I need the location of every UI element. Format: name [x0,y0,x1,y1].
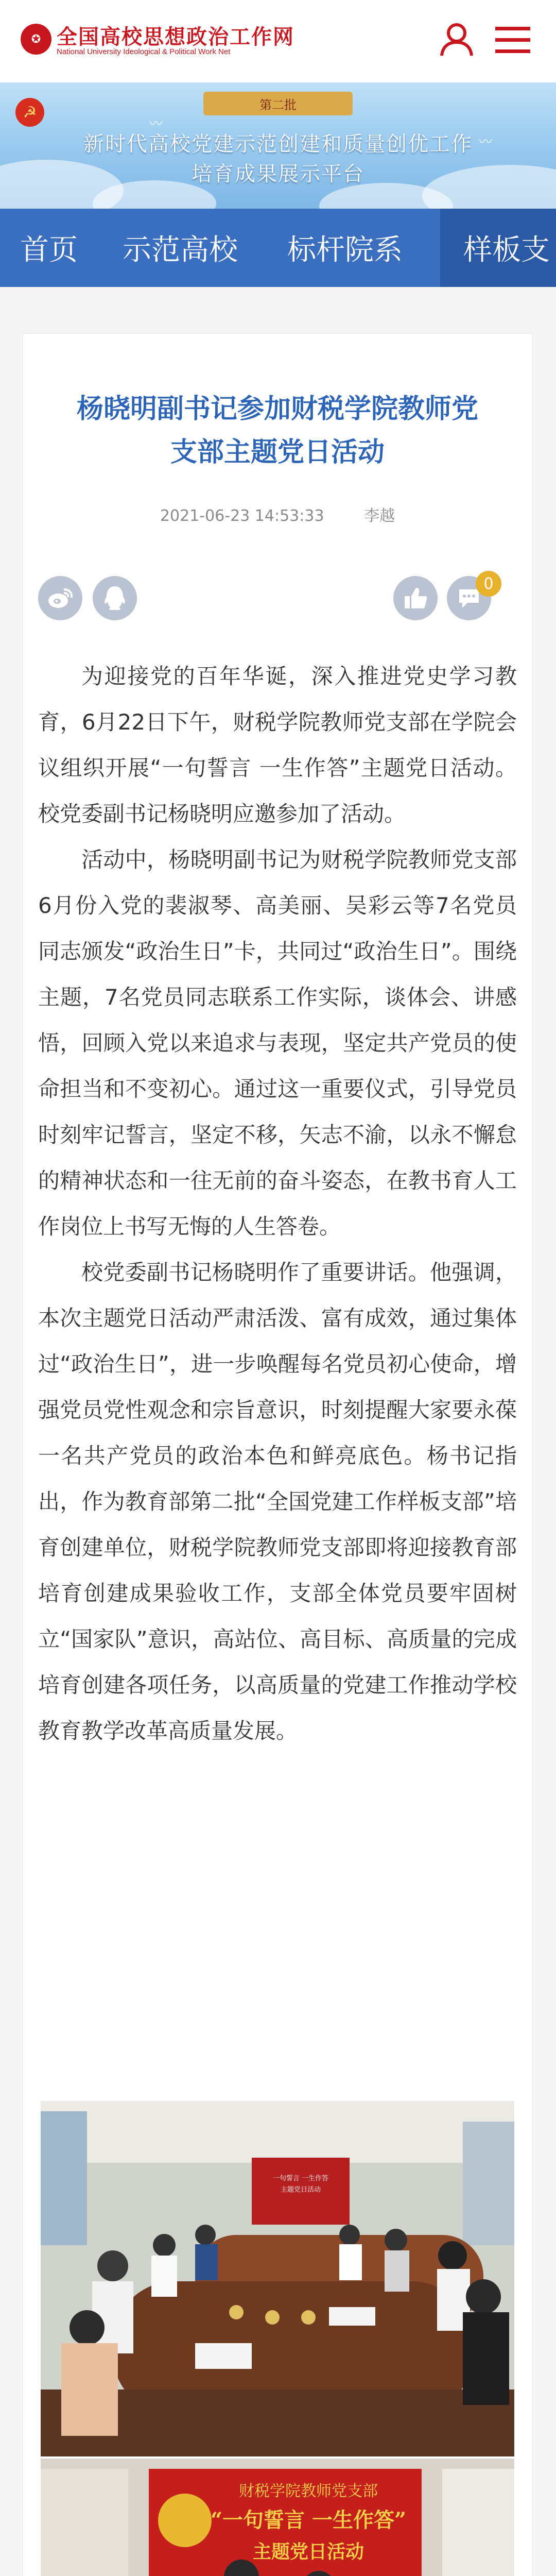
main-nav [0,209,556,287]
bird-icon: 〰 [479,134,493,150]
nav-item-model-universities[interactable]: 示范高校 [123,233,238,267]
menu-icon[interactable] [493,25,532,56]
banner-badge: 第二批 [203,92,353,115]
qq-icon [103,585,126,611]
article-author: 李越 [364,507,395,525]
article-body [38,653,517,1754]
site-logo[interactable] [21,21,309,62]
article-photo-meeting [41,2101,514,2456]
meeting-screen-line1: 一句誓言 一生作答 [272,2175,329,2182]
comment-count-badge: 0 [476,571,501,597]
article-photo-ceremony [41,2459,514,2576]
site-header [0,0,556,83]
nav-item-model-branches[interactable]: 样板支 [440,209,556,287]
logo-title: 全国高校思想政治工作网 [57,25,294,49]
like-button[interactable] [393,576,438,620]
user-icon[interactable] [439,22,475,58]
article-title-line1: 杨晓明副书记参加财税学院教师党 [76,394,478,425]
banner-title-line1: 新时代高校党建示范创建和质量创优工作 [83,132,473,156]
ceremony-banner-line3: 主题党日活动 [252,2541,364,2563]
nav-item-home[interactable]: 首页 [20,233,78,267]
ceremony-banner-line1: 财税学院教师党支部 [239,2482,378,2500]
article-title [54,387,501,474]
banner-title-line2: 培育成果展示平台 [192,162,364,186]
qq-share-button[interactable] [93,576,137,620]
nav-item-benchmark-departments[interactable]: 标杆院系 [287,233,403,267]
party-emblem-icon: ☭ [15,98,44,127]
thumbs-up-icon [404,587,427,609]
ceremony-banner-line2: “一句誓言 一生作答” [211,2508,406,2532]
article-paragraph: 活动中，杨晓明副书记为财税学院教师党支部6月份入党的裴淑琴、高美丽、吴彩云等7名党员同志颁发“政治生日”卡，共同过“政治生日”。围绕主题，7名党员同志联系工作实际，谈体会、讲感悟，回顾入党以来追求与表现，坚定共产党员的使命担当和不变初心。通过这一重要仪式，引导党员时刻牢记誓言，坚定不移，矢志不渝，以永不懈怠的精神状态和一往无前的奋斗姿态，在教书育人工作岗位上书写无悔的人生答卷。 [38,847,517,1239]
article-paragraph: 为迎接党的百年华诞，深入推进党史学习教育，6月22日下午，财税学院教师党支部在学院会议组织开展“一句誓言 一生作答”主题党日活动。校党委副书记杨晓明应邀参加了活动。 [38,664,517,826]
logo-seal-icon: ✪ [21,24,51,55]
article-title-line2: 支部主题党日活动 [170,437,385,468]
ceremony-banner-text [195,2479,422,2567]
weibo-icon [47,586,73,610]
weibo-share-button[interactable] [38,576,82,620]
publish-date: 2021-06-23 14:53:33 [160,507,324,525]
meeting-screen-line2: 主题党日活动 [280,2186,321,2194]
meeting-screen-text [253,2173,349,2196]
bird-icon: 〰 [149,116,163,132]
article-meta [23,503,532,526]
article-card [23,334,532,2576]
article-paragraph: 校党委副书记杨晓明作了重要讲话。他强调，本次主题党日活动严肃活泼、富有成效，通过集体过“政治生日”，进一步唤醒每名党员初心使命，增强党员党性观念和宗旨意识，时刻提醒大家要永葆一名共产党员的政治本色和鲜亮底色。杨书记指出，作为教育部第二批“全国党建工作样板支部”培育创建单位，财税学院教师党支部即将迎接教育部培育创建成果验收工作，支部全体党员要牢固树立“国家队”意识，高站位、高目标、高质量的完成培育创建各项任务，以高质量的党建工作推动学校教育教学改革高质量发展。 [38,1260,517,1743]
meeting-photo-illustration [41,2101,514,2456]
platform-banner [0,82,556,209]
logo-subtitle: National University Ideological & Political Work Net [57,47,231,56]
